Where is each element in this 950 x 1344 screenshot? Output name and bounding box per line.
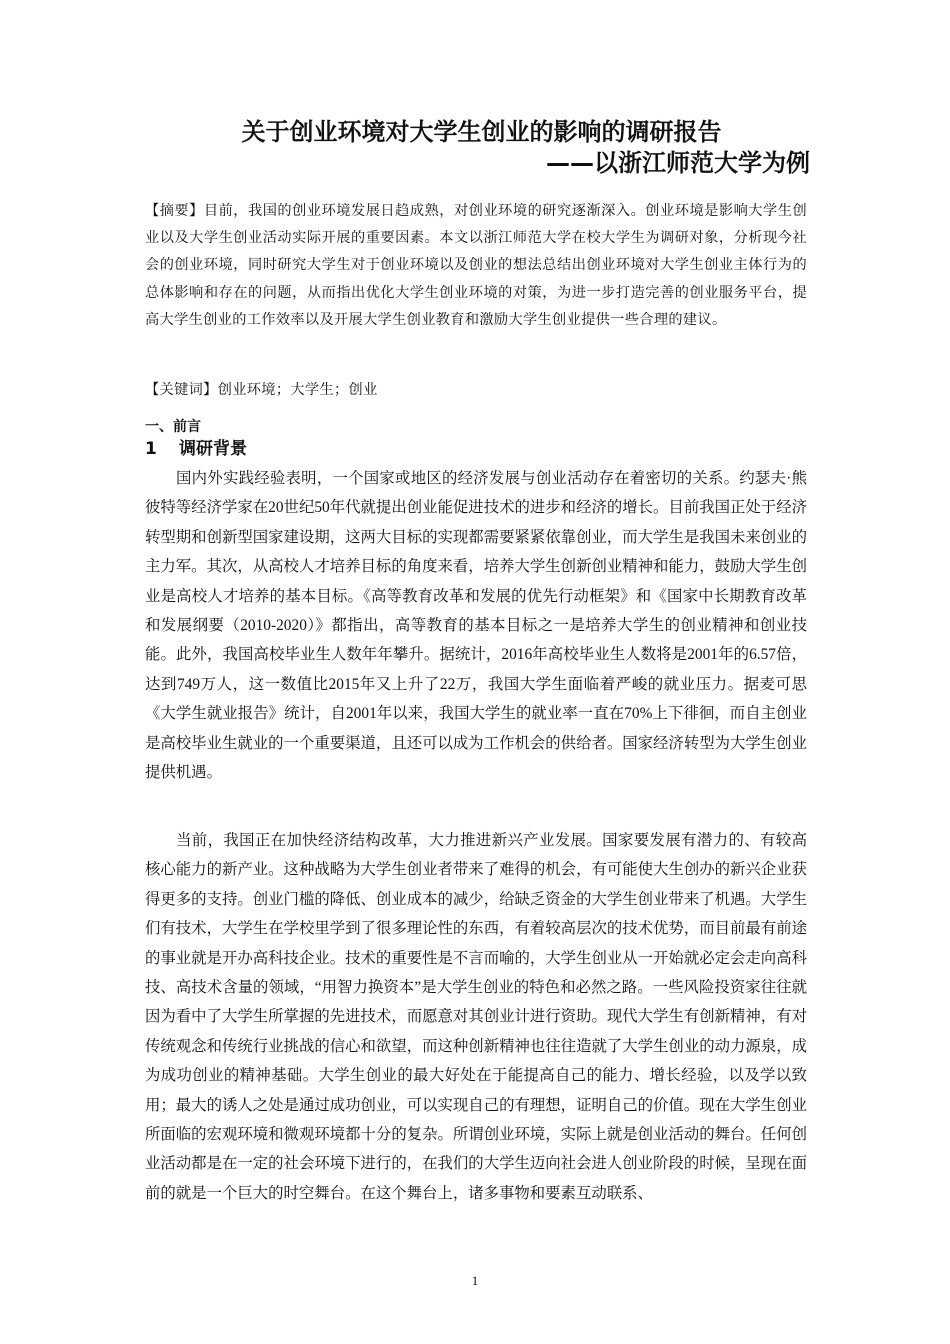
document-subtitle: ——以浙江师范大学为例 <box>546 149 810 177</box>
section-heading: 一、前言 <box>145 419 201 435</box>
document-title: 关于创业环境对大学生创业的影响的调研报告 <box>241 118 722 146</box>
subsection-heading <box>145 437 247 461</box>
keywords-line: 【关键词】创业环境；大学生；创业 <box>145 382 378 398</box>
subsection-number: 1 <box>145 439 157 459</box>
page-number: 1 <box>471 1273 479 1288</box>
abstract-paragraph: 【摘要】目前，我国的创业环境发展日趋成熟，对创业环境的研究逐渐深入。创业环境是影响大学生创业以及大学生创业活动实际开展的重要因素。本文以浙江师范大学在校大学生为调研对象，分析现今社会的创业环境，同时研究大学生对于创业环境以及创业的想法总结出创业环境对大学生创业主体行为的总体影响和存在的问题，从而指出优化大学生创业环境的对策，为进一步打造完善的创业服务平台，提高大学生创业的工作效率以及开展大学生创业教育和激励大学生创业提供一些合理的建议。 <box>145 203 807 328</box>
body-paragraph: 当前，我国正在加快经济结构改革，大力推进新兴产业发展。国家要发展有潜力的、有较高核心能力的新产业。这种战略为大学生创业者带来了难得的机会，有可能使大生创办的新兴企业获得更多的支持。创业门槛的降低、创业成本的减少，给缺乏资金的大学生创业带来了机遇。大学生们有技术，大学生在学校里学到了很多理论性的东西，有着较高层次的技术优势，而目前最有前途的事业就是开办高科技企业。技术的重要性是不言而喻的，大学生创业从一开始就必定会走向高科技、高技术含量的领域，“用智力换资本”是大学生创业的特色和必然之路。一些风险投资家往往就因为看中了大学生所掌握的先进技术，而愿意对其创业计进行资助。现代大学生有创新精神，有对传统观念和传统行业挑战的信心和欲望，而这种创新精神也往往造就了大学生创业的动力源泉，成为成功创业的精神基础。大学生创业的最大好处在于能提高自己的能力、增长经验，以及学以致用；最大的诱人之处是通过成功创业，可以实现自己的有理想，证明自己的价值。现在大学生创业所面临的宏观环境和微观环境都十分的复杂。所谓创业环境，实际上就是创业活动的舞台。任何创业活动都是在一定的社会环境下进行的，在我们的大学生迈向社会进人创业阶段的时候，呈现在面前的就是一个巨大的时空舞台。在这个舞台上，诸多事物和要素互动联系、 <box>145 832 807 1202</box>
subsection-title: 调研背景 <box>179 439 247 459</box>
body-paragraph: 国内外实践经验表明，一个国家或地区的经济发展与创业活动存在着密切的关系。约瑟夫·熊彼特等经济学家在20世纪50年代就提出创业能促进技术的进步和经济的增长。目前我国正处于经济转型期和创新型国家建设期，这两大目标的实现都需要紧紧依靠创业，而大学生是我国未来创业的主力军。其次，从高校人才培养目标的角度来看，培养大学生创新创业精神和能力，鼓励大学生创业是高校人才培养的基本目标。《高等教育改革和发展的优先行动框架》和《国家中长期教育改革和发展纲要（2010-2020）》都指出，高等教育的基本目标之一是培养大学生的创业精神和创业技能。此外，我国高校毕业生人数年年攀升。据统计，2016年高校毕业生人数将是2001年的6.57倍，达到749万人，这一数值比2015年又上升了22万，我国大学生面临着严峻的就业压力。据麦可思《大学生就业报告》统计，自2001年以来，我国大学生的就业率一直在70%上下徘徊，而自主创业是高校毕业生就业的一个重要渠道，且还可以成为工作机会的供给者。国家经济转型为大学生创业提供机遇。 <box>145 470 807 782</box>
title-block <box>145 117 810 178</box>
